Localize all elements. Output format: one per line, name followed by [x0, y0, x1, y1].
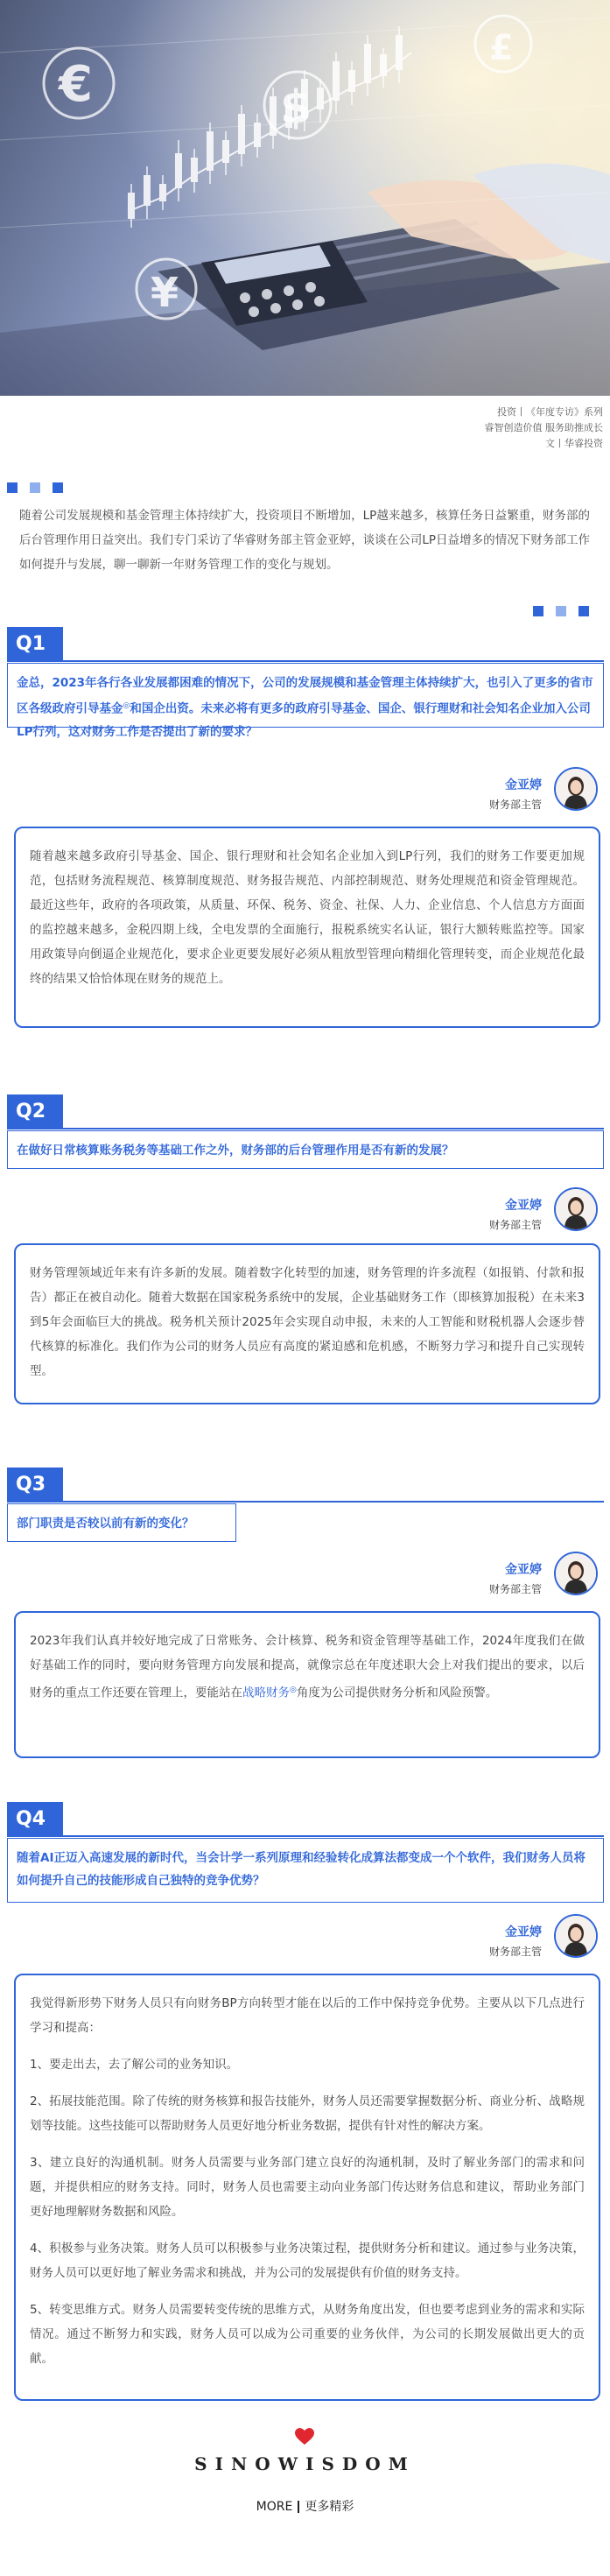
q4-answer: [14, 1974, 600, 2401]
hero-illustration: [0, 0, 610, 396]
q3-answer: [14, 1611, 600, 1758]
strategic-finance-link[interactable]: 战略财务: [242, 1686, 290, 1700]
interviewee-name: 金亚婷: [505, 778, 542, 792]
q2-divider: [7, 1128, 604, 1130]
article-caption: [340, 405, 603, 452]
person-avatar-icon: [556, 1189, 596, 1229]
q4-answer-intro: 我觉得新形势下财务人员只有向财务BP方向转型才能在以后的工作中保持竞争优势。主要从以下几点进行学习和提高：: [30, 1996, 585, 2035]
caption-slogan: 睿智创造价值 服务助推成长: [484, 422, 603, 433]
q3-answer-part2: 角度为公司提供财务分析和风险预警。: [296, 1686, 498, 1700]
yen-icon: ¥: [151, 269, 179, 316]
q4-point: 2、拓展技能范围。除了传统的财务核算和报告技能外，财务人员还需要掌握数据分析、商业分析、战略规划等技能。这些技能可以帮助财务人员更好地分析业务数据，提供有针对性的解决方案。: [30, 2094, 585, 2133]
interviewee-name: 金亚婷: [505, 1925, 542, 1939]
interviewee-title: 财务部主管: [488, 799, 542, 811]
pound-icon: £: [489, 28, 514, 68]
dollar-icon: $: [280, 81, 312, 134]
q4-question: [7, 1838, 604, 1903]
q2-answer-text: 财务管理领域近年来有许多新的发展。随着数字化转型的加速，财务管理的许多流程（如报销、付款和报告）都正在被自动化。随着大数据在国家税务系统中的发展，企业基础财务工作（即核算加报税）在未来3到5年会面临巨大的挑战。税务机关预计2025年会实现自动申报，未来的人工智能和财税机器人会逐步替代核算的标准化。我们作为公司的财务人员应有高度的紧迫感和危机感，不断努力学习和提升自己实现转型。: [30, 1266, 585, 1378]
interviewee-q4: [423, 1914, 598, 1967]
interviewee-q1: [423, 767, 598, 820]
q1-divider: [7, 660, 604, 662]
avatar: [554, 1187, 598, 1231]
euro-icon: €: [59, 56, 93, 113]
person-avatar-icon: [556, 769, 596, 809]
footnote-marker: ◎: [290, 1686, 297, 1694]
divider: [298, 2501, 299, 2513]
q1-question-part1: 金总，2023年各行各业发展都困难的情况下，公司的发展规模和基金管理主体持续扩大，也引入了更多的省市区各级政府引导基金: [17, 676, 593, 716]
q2-question: [7, 1130, 604, 1169]
caption-series: 投资丨《年度专访》系列: [497, 406, 603, 418]
q4-question-text: 随着AI正迈入高速发展的新时代，当会计学一系列原理和经验转化成算法都变成一个个软件，我们财务人员将如何提升自己的技能形成自己独特的竞争优势？: [17, 1851, 585, 1888]
q3-label: Q3: [7, 1467, 63, 1503]
q1-label: Q1: [7, 627, 63, 662]
q2-answer: [14, 1243, 600, 1404]
q1-answer-text: 随着越来越多政府引导基金、国企、银行理财和社会知名企业加入到LP行列，我们的财务工作要更加规范，包括财务流程规范、核算制度规范、财务报告规范、内部控制规范、财务处理规范和资金管理规范。最近这些年，政府的各项政策，从质量、环保、税务、资金、社保、人力、企业信息、个人信息方方面面的监控越来越多，金税四期上线，全电发票的全面施行，报税系统实名认证，银行大额转账监控等。国家用政策导向倒逼企业规范化，要求企业更要发展好必须从粗放型管理向精细化管理转变，而企业规范化最终的结果又恰恰体现在财务的规范上。: [30, 849, 585, 986]
interviewee-title: 财务部主管: [488, 1583, 542, 1595]
q4-point: 5、转变思维方式。财务人员需要转变传统的思维方式，从财务角度出发，但也要考虑到业务的需求和实际情况。通过不断努力和实践，财务人员可以成为公司重要的业务伙伴，为公司的长期发展做出更大的贡献。: [30, 2303, 585, 2366]
q1-question-part2: 和国企出资。未来必将有更多的政府引导基金、国企、银行理财和社会知名企业加入公司LP行列，这对财务工作是否提出了新的要求？: [17, 701, 591, 739]
person-avatar-icon: [556, 1553, 596, 1594]
q3-question: [7, 1503, 236, 1542]
q4-label: Q4: [7, 1802, 63, 1837]
more-label: MORE: [256, 2500, 293, 2514]
more-sub-label: 更多精彩: [305, 2500, 354, 2514]
interviewee-title: 财务部主管: [488, 1946, 542, 1958]
avatar: [554, 1552, 598, 1595]
interviewee-q2: [423, 1187, 598, 1240]
avatar: [554, 1914, 598, 1958]
interviewee-name: 金亚婷: [505, 1563, 542, 1577]
q2-question-text: 在做好日常核算账务税务等基础工作之外，财务部的后台管理作用是否有新的发展？: [17, 1144, 454, 1158]
q4-point: 3、建立良好的沟通机制。财务人员需要与业务部门建立良好的沟通机制，及时了解业务部门的需求和问题，并提供相应的财务支持。同时，财务人员也需要主动向业务部门传达财务信息和建议，帮助业务部门更好地理解财务数据和风险。: [30, 2156, 585, 2219]
q1-question: [7, 663, 604, 739]
q3-answer-text: [30, 1629, 585, 1706]
caption-author: 文丨华睿投资: [545, 438, 603, 449]
q1-answer: [14, 827, 600, 1028]
q3-divider: [7, 1501, 604, 1503]
interviewee-name: 金亚婷: [505, 1199, 542, 1213]
decor-squares-left: [7, 482, 77, 493]
decor-squares-right: [533, 606, 603, 616]
footnote-marker: ◎: [123, 701, 130, 710]
person-avatar-icon: [556, 1916, 596, 1956]
avatar: [554, 767, 598, 811]
more-link[interactable]: [0, 2497, 610, 2515]
q4-point: 4、积极参与业务决策。财务人员可以积极参与业务决策过程，提供财务分析和建议。通过参与业务决策，财务人员可以更好地了解业务需求和挑战，并为公司的发展提供有价值的财务支持。: [30, 2242, 585, 2280]
q3-answer-part1: 2023年我们认真并较好地完成了日常账务、会计核算、税务和资金管理等基础工作，2024年度我们在做好基础工作的同时，要向财务管理方向发展和提高，就像宗总在年度述职大会上对我们提出的要求，以后财务的重点工作还要在管理上，要能站在: [30, 1634, 585, 1700]
q4-point: 1、要走出去，去了解公司的业务知识。: [30, 2058, 239, 2072]
heart-icon: [295, 2428, 314, 2446]
hero-image: [0, 0, 610, 396]
q3-question-text: 部门职责是否较以前有新的变化？: [17, 1517, 194, 1531]
q2-label: Q2: [7, 1094, 63, 1130]
intro-paragraph: 随着公司发展规模和基金管理主体持续扩大，投资项目不断增加，LP越来越多，核算任务日益繁重，财务部的后台管理作用日益突出。我们专门采访了华睿财务部主管金亚婷，谈谈在公司LP日益增多的情况下财务部工作如何提升与发展，聊一聊新一年财务管理工作的变化与规划。: [19, 509, 590, 572]
q4-divider: [7, 1835, 604, 1837]
interviewee-title: 财务部主管: [488, 1219, 542, 1231]
interviewee-q3: [423, 1552, 598, 1604]
brand-logo-text: SINOWISDOM: [194, 2453, 416, 2474]
